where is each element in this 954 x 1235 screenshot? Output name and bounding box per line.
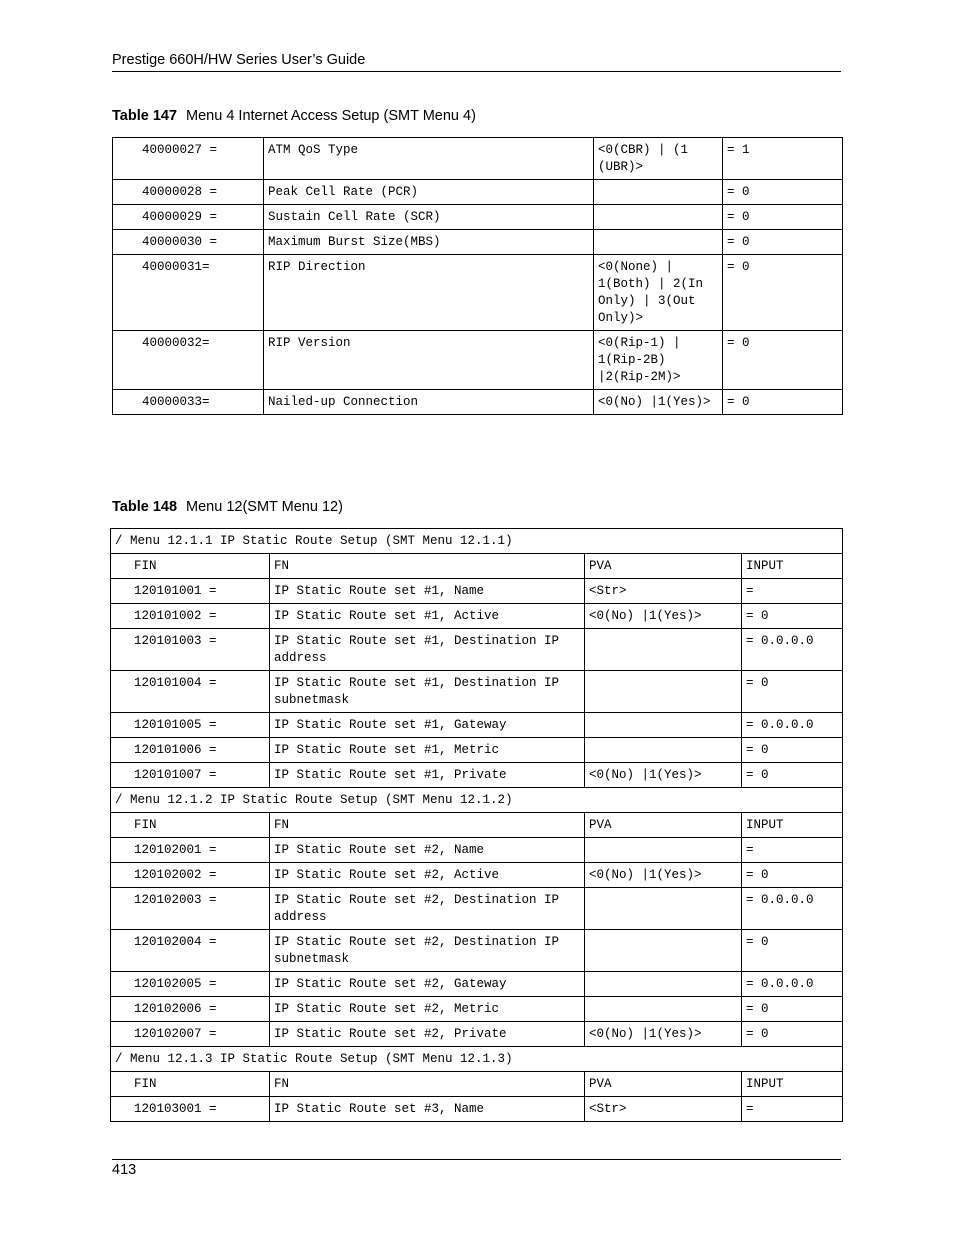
section-heading-cell: / Menu 12.1.2 IP Static Route Setup (SMT Menu 12.1.2) (111, 788, 843, 813)
fin-cell: 120102001 = (111, 838, 270, 863)
fin-cell: 120101007 = (111, 763, 270, 788)
fn-cell: IP Static Route set #1, Private (270, 763, 585, 788)
fin-cell: FIN (111, 554, 270, 579)
table-row (111, 671, 843, 713)
table-row (111, 997, 843, 1022)
pva-cell: <0(None) | 1(Both) | 2(In Only) | 3(Out Only)> (594, 255, 723, 331)
pva-cell (585, 738, 742, 763)
table-147-caption-text: Menu 4 Internet Access Setup (SMT Menu 4) (186, 108, 476, 124)
fn-cell: IP Static Route set #2, Private (270, 1022, 585, 1047)
input-cell: INPUT (742, 813, 843, 838)
fn-cell: FN (270, 554, 585, 579)
input-cell: = (742, 838, 843, 863)
input-cell: = 0 (723, 230, 843, 255)
fn-cell: IP Static Route set #1, Name (270, 579, 585, 604)
pva-cell: PVA (585, 813, 742, 838)
table-147 (112, 137, 843, 415)
table-row (111, 813, 843, 838)
fn-cell: FN (270, 813, 585, 838)
fn-cell: IP Static Route set #2, Destination IP subnetmask (270, 930, 585, 972)
pva-cell: <0(CBR) | (1 (UBR)> (594, 138, 723, 180)
pva-cell: PVA (585, 1072, 742, 1097)
fin-cell: 40000028 = (113, 180, 264, 205)
table-row (111, 930, 843, 972)
fn-cell: IP Static Route set #2, Metric (270, 997, 585, 1022)
table-147-caption (112, 108, 476, 124)
fn-cell: IP Static Route set #1, Gateway (270, 713, 585, 738)
pva-cell: <0(Rip-1) | 1(Rip-2B) |2(Rip-2M)> (594, 331, 723, 390)
section-row (111, 1047, 843, 1072)
pva-cell (585, 671, 742, 713)
section-row (111, 788, 843, 813)
input-cell: = (742, 1097, 843, 1122)
section-heading-cell: / Menu 12.1.3 IP Static Route Setup (SMT Menu 12.1.3) (111, 1047, 843, 1072)
table-147-caption-label: Table 147 (112, 108, 178, 124)
pva-cell (594, 205, 723, 230)
pva-cell: <0(No) |1(Yes)> (585, 863, 742, 888)
fin-cell: 120101003 = (111, 629, 270, 671)
fin-cell: 120102005 = (111, 972, 270, 997)
table-row (113, 331, 843, 390)
fin-cell: 120102003 = (111, 888, 270, 930)
pva-cell (585, 930, 742, 972)
fn-cell: Nailed-up Connection (264, 390, 594, 415)
page-number: 413 (112, 1162, 137, 1178)
table-row (113, 255, 843, 331)
fin-cell: 120102004 = (111, 930, 270, 972)
table-row (111, 763, 843, 788)
table-row (111, 554, 843, 579)
fn-cell: FN (270, 1072, 585, 1097)
pva-cell (585, 629, 742, 671)
fin-cell: 120101004 = (111, 671, 270, 713)
pva-cell (585, 888, 742, 930)
input-cell: = 0 (742, 604, 843, 629)
table-row (113, 205, 843, 230)
input-cell: = 0.0.0.0 (742, 713, 843, 738)
fn-cell: IP Static Route set #2, Active (270, 863, 585, 888)
table-row (111, 1072, 843, 1097)
fn-cell: Maximum Burst Size(MBS) (264, 230, 594, 255)
input-cell: = 0 (742, 671, 843, 713)
fn-cell: ATM QoS Type (264, 138, 594, 180)
input-cell: = 0.0.0.0 (742, 972, 843, 997)
input-cell: = 0 (723, 180, 843, 205)
pva-cell (585, 972, 742, 997)
header-rule (112, 71, 841, 72)
fn-cell: RIP Version (264, 331, 594, 390)
fin-cell: 120102002 = (111, 863, 270, 888)
pva-cell (594, 180, 723, 205)
input-cell: = 1 (723, 138, 843, 180)
fin-cell: 120101002 = (111, 604, 270, 629)
input-cell: = 0 (742, 930, 843, 972)
fn-cell: IP Static Route set #1, Metric (270, 738, 585, 763)
fin-cell: 40000027 = (113, 138, 264, 180)
section-heading-cell: / Menu 12.1.1 IP Static Route Setup (SMT Menu 12.1.1) (111, 529, 843, 554)
fin-cell: 120101005 = (111, 713, 270, 738)
table-148-caption (112, 499, 343, 515)
input-cell: = 0 (742, 738, 843, 763)
table-row (111, 1022, 843, 1047)
table-row (111, 863, 843, 888)
input-cell: INPUT (742, 554, 843, 579)
fin-cell: 120103001 = (111, 1097, 270, 1122)
table-row (111, 838, 843, 863)
pva-cell (594, 230, 723, 255)
input-cell: = 0 (723, 205, 843, 230)
pva-cell: <0(No) |1(Yes)> (585, 604, 742, 629)
pva-cell (585, 997, 742, 1022)
fn-cell: Peak Cell Rate (PCR) (264, 180, 594, 205)
input-cell: = 0 (723, 255, 843, 331)
table-row (113, 138, 843, 180)
fn-cell: IP Static Route set #2, Destination IP address (270, 888, 585, 930)
table-148-caption-text: Menu 12(SMT Menu 12) (186, 499, 343, 515)
input-cell: = (742, 579, 843, 604)
fn-cell: IP Static Route set #1, Destination IP subnetmask (270, 671, 585, 713)
fin-cell: 40000030 = (113, 230, 264, 255)
pva-cell: <Str> (585, 579, 742, 604)
input-cell: INPUT (742, 1072, 843, 1097)
fin-cell: 120102007 = (111, 1022, 270, 1047)
table-row (111, 604, 843, 629)
pva-cell: <0(No) |1(Yes)> (585, 1022, 742, 1047)
fn-cell: Sustain Cell Rate (SCR) (264, 205, 594, 230)
input-cell: = 0 (742, 763, 843, 788)
fin-cell: 40000031= (113, 255, 264, 331)
fn-cell: IP Static Route set #1, Destination IP address (270, 629, 585, 671)
fin-cell: 120101001 = (111, 579, 270, 604)
table-row (111, 888, 843, 930)
table-148 (110, 528, 843, 1122)
pva-cell: <Str> (585, 1097, 742, 1122)
table-row (111, 738, 843, 763)
fn-cell: RIP Direction (264, 255, 594, 331)
fin-cell: 120101006 = (111, 738, 270, 763)
pva-cell (585, 838, 742, 863)
table-row (111, 629, 843, 671)
table-row (113, 180, 843, 205)
fn-cell: IP Static Route set #3, Name (270, 1097, 585, 1122)
pva-cell: <0(No) |1(Yes)> (585, 763, 742, 788)
input-cell: = 0.0.0.0 (742, 629, 843, 671)
table-row (113, 230, 843, 255)
fn-cell: IP Static Route set #2, Gateway (270, 972, 585, 997)
input-cell: = 0 (742, 1022, 843, 1047)
footer-rule (112, 1159, 841, 1160)
table-row (111, 1097, 843, 1122)
fin-cell: 120102006 = (111, 997, 270, 1022)
input-cell: = 0.0.0.0 (742, 888, 843, 930)
table-row (113, 390, 843, 415)
page-header-title: Prestige 660H/HW Series User’s Guide (112, 52, 366, 68)
fin-cell: 40000033= (113, 390, 264, 415)
fin-cell: 40000032= (113, 331, 264, 390)
pva-cell: PVA (585, 554, 742, 579)
fin-cell: FIN (111, 813, 270, 838)
pva-cell (585, 713, 742, 738)
input-cell: = 0 (723, 331, 843, 390)
table-row (111, 713, 843, 738)
input-cell: = 0 (742, 997, 843, 1022)
section-row (111, 529, 843, 554)
fin-cell: 40000029 = (113, 205, 264, 230)
input-cell: = 0 (742, 863, 843, 888)
table-148-caption-label: Table 148 (112, 499, 178, 515)
pva-cell: <0(No) |1(Yes)> (594, 390, 723, 415)
fn-cell: IP Static Route set #2, Name (270, 838, 585, 863)
fn-cell: IP Static Route set #1, Active (270, 604, 585, 629)
table-row (111, 972, 843, 997)
fin-cell: FIN (111, 1072, 270, 1097)
table-row (111, 579, 843, 604)
input-cell: = 0 (723, 390, 843, 415)
